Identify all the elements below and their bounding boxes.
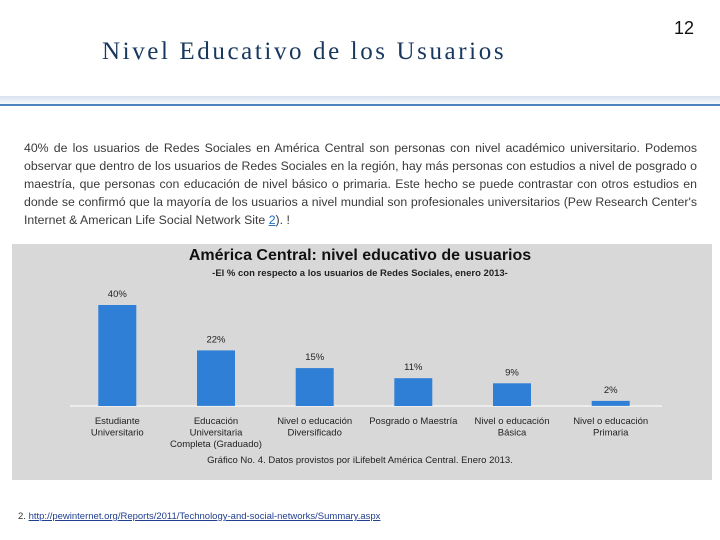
chart-subtitle: -El % con respecto a los usuarios de Redes Sociales, enero 2013- [212, 268, 508, 279]
bar [592, 401, 630, 406]
category-tick-label: Estudiante Universitario [90, 416, 144, 439]
bar [493, 383, 531, 406]
footnote-number: 2. [18, 511, 26, 522]
chart-title: América Central: nivel educativo de usuarios [188, 247, 532, 264]
data-label: 40% [107, 289, 127, 300]
category-tick-label: Nivel o educación Diversificado [277, 416, 353, 439]
footnote-url-link[interactable]: http://pewinternet.org/Reports/2011/Technology-and-social-networks/Summary.aspx [28, 511, 381, 522]
data-label: 9% [505, 367, 519, 379]
category-tick-label: Nivel o educación Primaria [573, 416, 649, 439]
bar [197, 350, 235, 406]
data-label: 2% [603, 384, 618, 396]
bar [98, 305, 136, 406]
category-tick-label: Nivel o educación Básica [474, 416, 550, 439]
bar [296, 368, 334, 406]
data-label: 15% [305, 352, 325, 364]
body-text-after: ). ! [275, 213, 290, 228]
data-label: 11% [404, 362, 423, 374]
category-tick-label: Posgrado o Maestría [369, 416, 458, 427]
body-text-before: 40% de los usuarios de Redes Sociales en América Central son personas con nivel académico universitario. Podemos observar que dentro de los usuarios de Redes Sociales en la región, hay más personas con estudios a nivel de posgrado o maestría, que personas con educación de nivel básico o primaria. Este hecho se puede contrastar con otros estudios en donde se confirmó que la mayoría de los usuarios a nivel mundial son profesionales universitarios (Pew Research Center's Internet & American Life Social Network Site [24, 141, 697, 228]
slide-title: Nivel Educativo de los Usuarios [102, 38, 507, 65]
bar [394, 378, 432, 406]
data-label: 22% [206, 334, 226, 346]
footnote [18, 511, 380, 522]
category-tick-label: Educación Universitaria Completa (Graduado) [170, 416, 262, 450]
chart-caption: Gráfico No. 4. Datos provistos por iLifebelt América Central. Enero 2013. [207, 455, 513, 466]
footnote-ref-link[interactable]: 2 [268, 213, 276, 228]
page-number: 12 [673, 18, 694, 38]
